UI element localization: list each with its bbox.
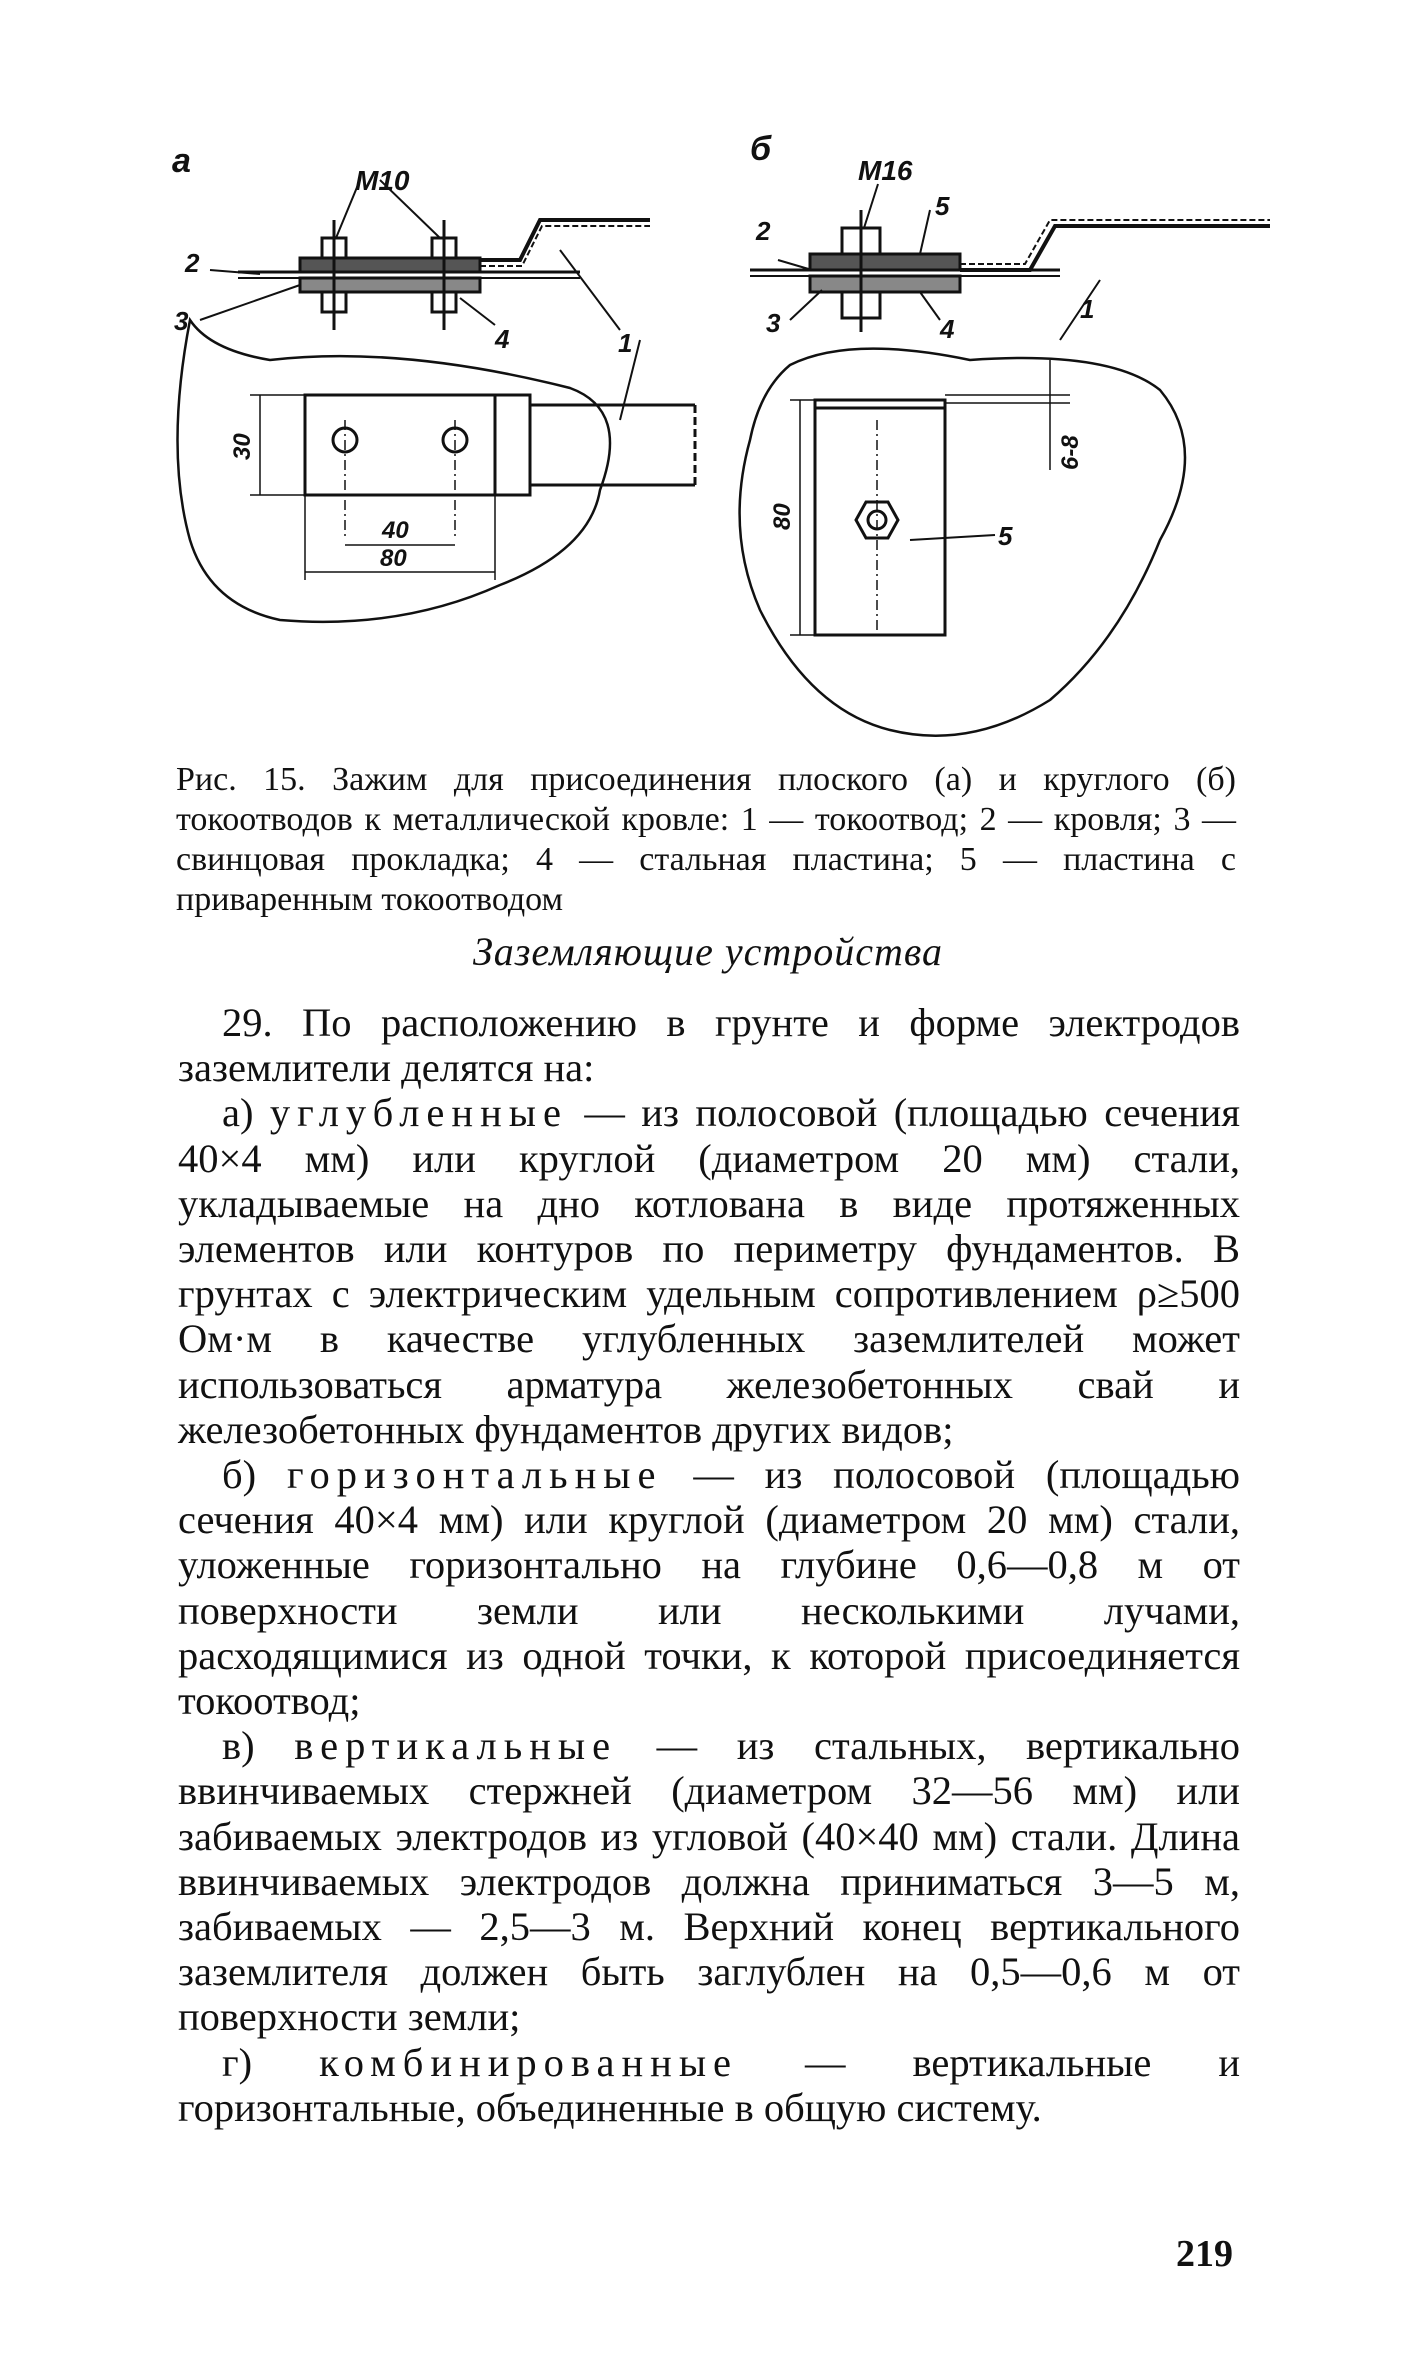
item-v-text: — из стальных, вертикально ввинчиваемых стержней (диаметром 32—56 мм) или забиваемых электродов из угловой (40×40 мм) стали. Длина ввинчиваемых электродов должна приниматься 3—5 м, забиваемых — 2,5—3 м. Верхний конец вертикального заземлителя должен быть заглублен на 0,5—0,6 м от поверхности земли; — [178, 1723, 1240, 2040]
item-v-prefix: в) — [222, 1723, 295, 1769]
item-g-text: — вертикальные и горизонтальные, объединенные в общую систему. — [178, 2039, 1241, 2130]
a-bolt-label: М10 — [355, 165, 410, 196]
dim-30-label: 30 — [229, 433, 256, 460]
section-title: Заземляющие устройства — [472, 929, 943, 974]
figure-15 — [150, 120, 1290, 750]
caption-text: Рис. 15. Зажим для присоединения плоского (а) и круглого (б) токоотводов к металлической кровле: 1 — токоотвод; 2 — кровля; 3 — свинцовая прокладка; 4 — стальная пластина; 5 — пластина с приваренным токоотводом — [176, 761, 1236, 918]
figure-caption — [176, 760, 1236, 920]
a-callout-4: 4 — [495, 324, 510, 354]
a-callout-3: 3 — [174, 306, 189, 336]
term-horizontal: горизонтальные — [286, 1452, 663, 1498]
panel-b-label: б — [750, 130, 772, 168]
dim-40-label: 40 — [382, 517, 409, 544]
b-callout-5-top: 5 — [935, 191, 950, 221]
dim-80-label: 80 — [380, 545, 407, 572]
panel-a-plan — [178, 320, 696, 622]
item-a-text: — из полосовой (площадью сечения 40×4 мм) или круглой (диаметром 20 мм) стали, укладываемые на дно котлована в виде протяженных элементов или контуров по периметру фундаментов. В грунтах с электрическим удельным сопротивлением ρ≥500 Ом·м в качестве углубленных заземлителей может использоваться арматура железобетонных свай и железобетонных фундаментов других видов; — [178, 1090, 1240, 1452]
figure-drawing — [150, 120, 1290, 750]
dim-6-8-label: 6-8 — [1057, 435, 1084, 470]
panel-b-plan — [740, 349, 1185, 736]
a-callout-1: 1 — [618, 328, 633, 358]
b-callout-5: 5 — [998, 521, 1013, 551]
term-vertical: вертикальные — [294, 1723, 618, 1769]
term-combined: комбинированные — [319, 2039, 739, 2085]
paragraph-a — [178, 1090, 1240, 1452]
panel-a-section — [200, 180, 650, 330]
b-callout-3: 3 — [766, 308, 781, 338]
b-callout-2: 2 — [756, 216, 771, 246]
a-callout-2: 2 — [185, 248, 200, 278]
paragraph-g — [178, 2040, 1240, 2130]
item-b-prefix: б) — [222, 1452, 287, 1498]
item-g-prefix: г) — [222, 2039, 320, 2085]
paragraph-b — [178, 1452, 1240, 1723]
body-text — [178, 1000, 1240, 2130]
paragraph-29: 29. По расположению в грунте и форме электродов заземлители делятся на: — [178, 1000, 1240, 1091]
dim-80-b-label: 80 — [769, 503, 796, 530]
b-callout-4: 4 — [940, 314, 955, 344]
b-callout-1: 1 — [1080, 294, 1095, 324]
b-bolt-label: М16 — [858, 155, 913, 186]
panel-b-section — [750, 184, 1270, 340]
page-number: 219 — [1176, 2233, 1233, 2275]
paragraph-v — [178, 1723, 1240, 2039]
term-deep: углубленные — [269, 1090, 568, 1136]
panel-a-label: а — [172, 142, 191, 180]
item-a-prefix: а) — [222, 1090, 270, 1136]
item-b-text: — из полосовой (площадью сечения 40×4 мм) или круглой (диаметром 20 мм) стали, уложенные горизонтально на глубине 0,6—0,8 м от поверхности земли или несколькими лучами, расходящимися из одной точки, к которой присоединяется токоотвод; — [178, 1452, 1240, 1724]
